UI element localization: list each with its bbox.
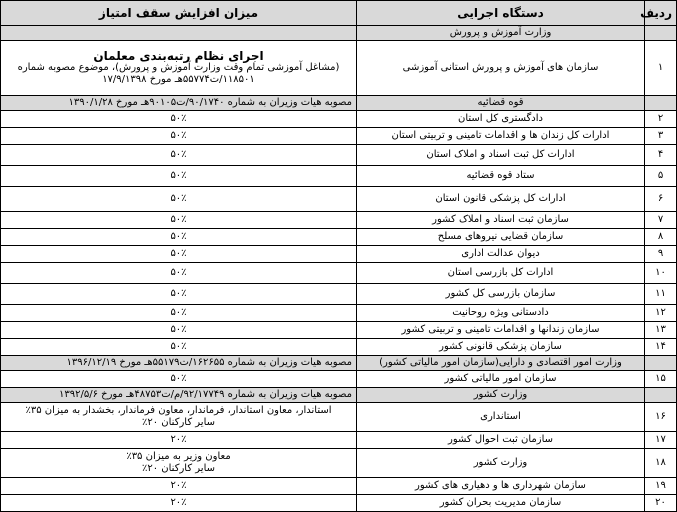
rate-line: معاون وزیر به میزان ۳۵٪ [126, 451, 231, 462]
agency-name: سازمان زندانها و اقدامات تامینی و تربیتی کشور [357, 322, 645, 339]
agency-name: سازمان ثبت اسناد و املاک کشور [357, 212, 645, 229]
table-row [1, 145, 677, 166]
rate-value: ۲۰٪ [1, 495, 357, 512]
agency-name: دادگستری کل استان [357, 111, 645, 128]
row-number: ۱۶ [645, 403, 677, 432]
rate-value: ۵۰٪ [1, 166, 357, 187]
agency-name: ادارات کل بازرسی استان [357, 263, 645, 284]
row-number: ۱۰ [645, 263, 677, 284]
rate-value: ۵۰٪ [1, 371, 357, 388]
row-number: ۱۲ [645, 305, 677, 322]
rate-value: ۵۰٪ [1, 111, 357, 128]
section-title: وزارت آموزش و پرورش [357, 26, 645, 41]
table-row [1, 478, 677, 495]
rate-value: ۲۰٪ [1, 478, 357, 495]
row-number: ۱۴ [645, 339, 677, 356]
row-number: ۷ [645, 212, 677, 229]
agency-name: ستاد قوه قضائیه [357, 166, 645, 187]
rate-value: ۵۰٪ [1, 187, 357, 212]
rate-line: سایر کارکنان ۲۰٪ [141, 417, 215, 428]
row-number: ۹ [645, 246, 677, 263]
table-row [1, 187, 677, 212]
agency-name: سازمان امور مالیاتی کشور [357, 371, 645, 388]
section-title: قوه قضائیه [357, 96, 645, 111]
row-number: ۸ [645, 229, 677, 246]
section-row-judiciary [1, 96, 677, 111]
agency-name: دادستانی ویژه روحانیت [357, 305, 645, 322]
rate-value: ۵۰٪ [1, 212, 357, 229]
header-row-no: ردیف [645, 1, 677, 26]
rate-line: سایر کارکنان ۲۰٪ [141, 463, 215, 474]
agency-name: سازمان بازرسی کل کشور [357, 284, 645, 305]
row-number: ۱۸ [645, 449, 677, 478]
rate-value: ۵۰٪ [1, 145, 357, 166]
section-row-education [1, 26, 677, 41]
table-row [1, 305, 677, 322]
header-row [1, 1, 677, 26]
section-row-economy [1, 356, 677, 371]
rate-value: ۵۰٪ [1, 284, 357, 305]
agency-name: سازمان مدیریت بحران کشور [357, 495, 645, 512]
row-number: ۵ [645, 166, 677, 187]
table-row [1, 339, 677, 356]
agency-name: سازمان قضایی نیروهای مسلح [357, 229, 645, 246]
table-row [1, 128, 677, 145]
row-number: ۱۵ [645, 371, 677, 388]
rate-cell [1, 449, 357, 478]
agency-name: سازمان شهرداری ها و دهیاری های کشور [357, 478, 645, 495]
table-row [1, 322, 677, 339]
row-number: ۶ [645, 187, 677, 212]
section-decree: مصوبه هیات وزیران به شماره ۱۶۲۶۵۵/ت۵۵۱۷۹هـ مورخ ۱۳۹۶/۱۲/۱۹ [1, 356, 357, 371]
table-row [1, 495, 677, 512]
agency-name: سازمان پزشکی قانونی کشور [357, 339, 645, 356]
rate-value: ۵۰٪ [1, 322, 357, 339]
rate-value: ۵۰٪ [1, 305, 357, 322]
rate-line: استاندار، معاون استاندار، فرماندار، معاون فرماندار، بخشدار به میزان ۳۵٪ [25, 405, 332, 416]
rate-value: ۵۰٪ [1, 246, 357, 263]
agency-name: دیوان عدالت اداری [357, 246, 645, 263]
rate-title: اجرای نظام رتبه‌بندی معلمان [93, 49, 264, 63]
section-row-interior [1, 388, 677, 403]
table-row [1, 246, 677, 263]
table-row [1, 371, 677, 388]
section-decree: مصوبه هیات وزیران به شماره ۹۰/۱۷۴۰/ت۹۰۱۰۵هـ مورخ ۱۳۹۰/۱/۲۸ [1, 96, 357, 111]
rate-value: ۵۰٪ [1, 128, 357, 145]
agency-name: سازمان ثبت احوال کشور [357, 432, 645, 449]
agency-name: ادارات کل ثبت اسناد و املاک استان [357, 145, 645, 166]
header-agency: دستگاه اجرایی [357, 1, 645, 26]
section-title: وزارت کشور [357, 388, 645, 403]
table-row [1, 166, 677, 187]
table-row [1, 403, 677, 432]
row-number: ۲۰ [645, 495, 677, 512]
table-row [1, 284, 677, 305]
rate-cell [1, 403, 357, 432]
row-number: ۴ [645, 145, 677, 166]
rate-value: ۵۰٪ [1, 339, 357, 356]
section-decree: مصوبه هیات وزیران به شماره ۹۲/۱۷۷۴۹/م/ت۴۸۷۵۳هـ مورخ ۱۳۹۲/۵/۶ [1, 388, 357, 403]
row-number: ۲ [645, 111, 677, 128]
row-number: ۱۷ [645, 432, 677, 449]
row-number: ۱۱ [645, 284, 677, 305]
table-row [1, 432, 677, 449]
table-row [1, 212, 677, 229]
table-row [1, 229, 677, 246]
table-row [1, 263, 677, 284]
table-row [1, 449, 677, 478]
agency-name: استانداری [357, 403, 645, 432]
agency-name: ادارات کل زندان ها و اقدامات تامینی و تربیتی استان [357, 128, 645, 145]
row-number: ۳ [645, 128, 677, 145]
row-number: ۱ [645, 41, 677, 96]
table-row [1, 41, 677, 96]
agency-name: سازمان های آموزش و پرورش استانی آموزشی [357, 41, 645, 96]
header-rate: میزان افزایش سقف امتیاز [1, 1, 357, 26]
row-number: ۱۳ [645, 322, 677, 339]
rate-value: ۵۰٪ [1, 263, 357, 284]
rate-reference: ۱۱۸۵۰۱/ت۵۵۷۷۴هـ مورخ ۱۷/۹/۱۳۹۸ [102, 74, 255, 85]
section-title: وزارت امور اقتصادی و دارایی(سازمان امور مالیاتی کشور) [357, 356, 645, 371]
rate-value: ۲۰٪ [1, 432, 357, 449]
rate-value: ۵۰٪ [1, 229, 357, 246]
rate-description: (مشاغل آموزشی تمام وقت وزارت آموزش و پرورش)، موضوع مصوبه شماره [17, 62, 340, 73]
rate-cell [1, 41, 357, 96]
agency-name: ادارات کل پزشکی قانون استان [357, 187, 645, 212]
row-number: ۱۹ [645, 478, 677, 495]
table-row [1, 111, 677, 128]
agency-name: وزارت کشور [357, 449, 645, 478]
